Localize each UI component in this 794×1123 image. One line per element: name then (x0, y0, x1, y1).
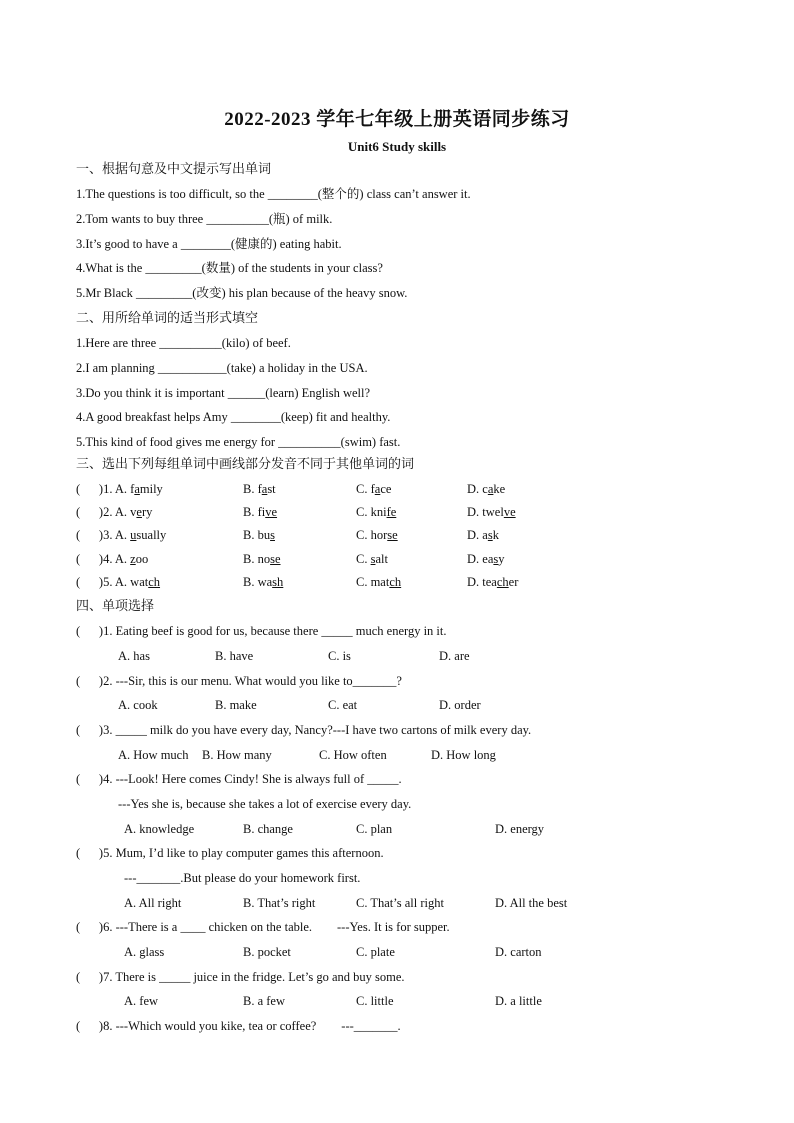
word-choice (467, 481, 505, 497)
word-choice (356, 481, 391, 497)
option: B. a few (243, 994, 285, 1008)
mc-question-stem: ( )5. Mum, I’d like to play computer games this afternoon. (76, 846, 384, 860)
question-item: 1.Here are three __________(kilo) of beef. (76, 336, 291, 350)
pronunciation-row (76, 574, 636, 590)
mc-options-row (76, 895, 636, 911)
word-choice (243, 481, 276, 497)
question-item: 3.Do you think it is important ______(learn) English well? (76, 386, 371, 400)
option: A. glass (124, 945, 165, 959)
word-text: D. ea (467, 552, 494, 566)
word-text: B. f (243, 482, 262, 496)
mc-question-stem: ( )3. _____ milk do you have every day, Nancy?---I have two cartons of milk every day. (76, 723, 532, 737)
pronunciation-row (76, 481, 636, 497)
word-text: C. mat (356, 575, 390, 589)
mc-options-row (76, 747, 636, 763)
underlined-letters: s (493, 552, 499, 566)
mc-options-row (76, 821, 636, 837)
underlined-letters: s (487, 528, 493, 542)
underlined-letters: a (134, 482, 140, 496)
word-choice (76, 574, 160, 590)
question-item: 3.It’s good to have a ________(健康的) eating habit. (76, 237, 342, 251)
option: D. carton (495, 945, 542, 959)
mc-question-stem: ( )2. ---Sir, this is our menu. What would you like to_______? (76, 674, 402, 688)
pronunciation-row (76, 551, 636, 567)
option: B. pocket (243, 945, 291, 959)
option: A. knowledge (124, 822, 195, 836)
option: D. a little (495, 994, 542, 1008)
word-choice (243, 527, 275, 543)
option: D. order (439, 698, 481, 712)
mc-options-row (76, 944, 636, 960)
word-text: mily (139, 482, 163, 496)
underlined-letters: fe (386, 505, 397, 519)
mc-options-row (76, 993, 636, 1009)
option: D. All the best (495, 896, 568, 910)
word-text: er (508, 575, 519, 589)
section-heading: 二、用所给单词的适当形式填空 (76, 310, 259, 325)
option: A. All right (124, 896, 182, 910)
word-text: ( )5. A. wat (76, 575, 149, 589)
word-choice (76, 551, 148, 567)
mc-question-stem: ( )6. ---There is a ____ chicken on the table. ---Yes. It is for supper. (76, 920, 450, 934)
question-item: 2.I am planning ___________(take) a holiday in the USA. (76, 361, 368, 375)
option: D. are (439, 649, 470, 663)
word-text: ( )2. A. v (76, 505, 137, 519)
word-text: sually (136, 528, 167, 542)
word-text: B. no (243, 552, 271, 566)
option: C. plan (356, 822, 393, 836)
question-item: 1.The questions is too difficult, so the ________(整个的) class can’t answer it. (76, 187, 471, 201)
option: C. How often (319, 748, 387, 762)
underlined-letters: z (130, 552, 136, 566)
question-item: 2.Tom wants to buy three __________(瓶) of milk. (76, 212, 333, 226)
option: C. plate (356, 945, 395, 959)
word-text: oo (135, 552, 149, 566)
word-choice (243, 574, 283, 590)
underlined-letters: ch (496, 575, 509, 589)
word-choice (467, 504, 516, 520)
option: A. few (124, 994, 159, 1008)
word-text: C. kni (356, 505, 387, 519)
underlined-letters: se (270, 552, 281, 566)
word-text: B. wa (243, 575, 273, 589)
word-choice (243, 551, 281, 567)
underlined-letters: ch (389, 575, 402, 589)
mc-question-followup: ---_______.But please do your homework first. (124, 871, 361, 885)
word-choice (467, 527, 499, 543)
word-choice (356, 527, 398, 543)
word-text: C. (356, 552, 371, 566)
word-choice (76, 481, 163, 497)
option: D. How long (431, 748, 496, 762)
word-text: D. tea (467, 575, 497, 589)
underlined-letters: u (130, 528, 137, 542)
underlined-letters: sh (272, 575, 284, 589)
option: B. How many (202, 748, 272, 762)
underlined-letters: e (136, 505, 142, 519)
word-text: ry (141, 505, 153, 519)
option: A. cook (118, 698, 158, 712)
mc-question-stem: ( )1. Eating beef is good for us, because there _____ much energy in it. (76, 624, 447, 638)
option: D. energy (495, 822, 545, 836)
underlined-letters: a (374, 482, 381, 496)
word-text: ( )1. A. f (76, 482, 135, 496)
mc-question-followup: ---Yes she is, because she takes a lot of exercise every day. (118, 797, 412, 811)
word-text: C. hor (356, 528, 388, 542)
word-choice (76, 527, 166, 543)
option: A. has (118, 649, 150, 663)
word-text: ce (380, 482, 392, 496)
word-text: D. c (467, 482, 488, 496)
underlined-letters: ve (265, 505, 278, 519)
option: A. How much (118, 748, 189, 762)
underlined-letters: s (370, 552, 376, 566)
mc-options-row (76, 648, 636, 664)
option: B. make (215, 698, 257, 712)
option: C. eat (328, 698, 358, 712)
question-item: 4.What is the _________(数量) of the students in your class? (76, 261, 383, 275)
word-text: y (498, 552, 505, 566)
word-choice (356, 504, 396, 520)
mc-question-stem: ( )4. ---Look! Here comes Cindy! She is always full of _____. (76, 772, 402, 786)
word-text: B. fi (243, 505, 266, 519)
word-choice (76, 504, 152, 520)
underlined-letters: a (487, 482, 494, 496)
word-choice (356, 574, 401, 590)
word-text: C. f (356, 482, 375, 496)
page-subtitle: Unit6 Study skills (347, 139, 447, 154)
question-item: 5.This kind of food gives me energy for __________(swim) fast. (76, 435, 401, 449)
word-text: ke (493, 482, 506, 496)
word-text: st (267, 482, 276, 496)
underlined-letters: s (270, 528, 275, 542)
word-choice (467, 551, 505, 567)
word-choice (467, 574, 518, 590)
word-choice (243, 504, 277, 520)
mc-options-row (76, 697, 636, 713)
question-item: 5.Mr Black _________(改变) his plan because of the heavy snow. (76, 286, 408, 300)
word-text: ( )3. A. (76, 528, 131, 542)
mc-question-stem: ( )7. There is _____ juice in the fridge. Let’s go and buy some. (76, 970, 405, 984)
underlined-letters: se (387, 528, 398, 542)
pronunciation-row (76, 527, 636, 543)
option: B. change (243, 822, 293, 836)
word-text: k (492, 528, 499, 542)
word-text: ( )4. A. (76, 552, 131, 566)
word-text: B. bu (243, 528, 271, 542)
pronunciation-row (76, 504, 636, 520)
section-heading: 三、选出下列每组单词中画线部分发音不同于其他单词的词 (76, 456, 415, 471)
option: C. is (328, 649, 351, 663)
underlined-letters: ve (503, 505, 516, 519)
word-text: D. twel (467, 505, 504, 519)
question-item: 4.A good breakfast helps Amy ________(keep) fit and healthy. (76, 410, 391, 424)
option: C. little (356, 994, 394, 1008)
page-title: 2022-2023 学年七年级上册英语同步练习 (224, 109, 570, 130)
word-text: alt (375, 552, 388, 566)
mc-question-stem: ( )8. ---Which would you kike, tea or coffee? ---_______. (76, 1019, 401, 1033)
option: C. That’s all right (356, 896, 444, 910)
underlined-letters: a (261, 482, 268, 496)
word-choice (356, 551, 388, 567)
word-text: D. a (467, 528, 488, 542)
option: B. That’s right (243, 896, 316, 910)
underlined-letters: ch (148, 575, 161, 589)
option: B. have (215, 649, 254, 663)
section-heading: 四、单项选择 (76, 598, 155, 613)
section-heading: 一、根据句意及中文提示写出单词 (76, 161, 272, 176)
